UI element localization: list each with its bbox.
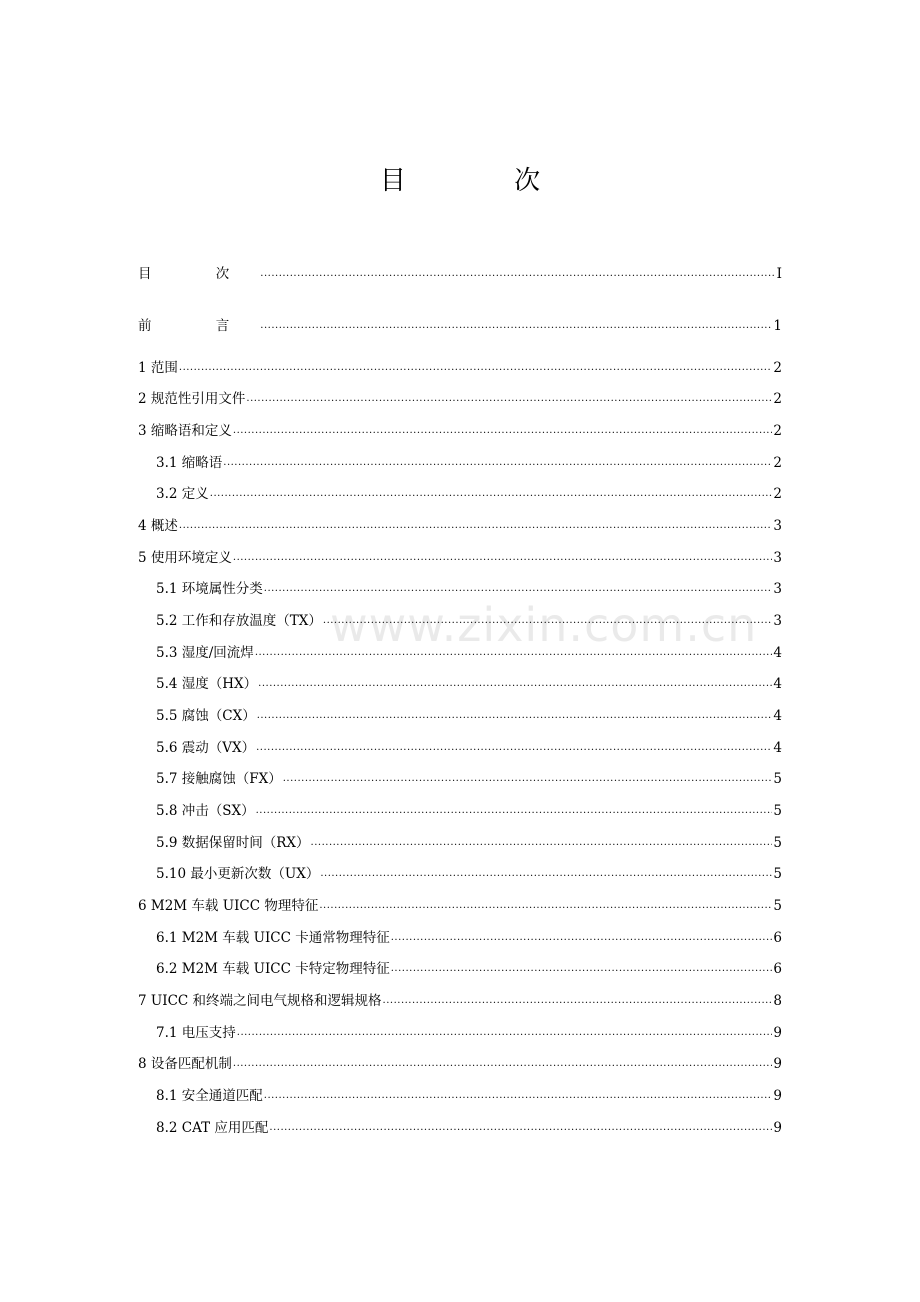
toc-dot-leader — [179, 358, 773, 378]
toc-entry[interactable] — [156, 643, 782, 663]
toc-dot-leader — [258, 674, 772, 694]
toc-entry-label: 5.6 震动（VX） — [156, 740, 256, 756]
toc-entry[interactable] — [138, 316, 782, 336]
toc-entry-label: 8.1 安全通道匹配 — [156, 1088, 263, 1104]
toc-dot-leader — [320, 864, 772, 884]
toc-dot-leader — [233, 421, 773, 441]
toc-entry-page: 3 — [773, 581, 782, 597]
toc-entry[interactable] — [138, 421, 782, 441]
toc-entry-page: 4 — [773, 676, 782, 692]
toc-entry-page: 2 — [773, 486, 782, 502]
toc-dot-leader — [237, 1023, 773, 1043]
toc-entry-page: 4 — [773, 740, 782, 756]
toc-entry[interactable] — [156, 769, 782, 789]
toc-entry-label: 5 使用环境定义 — [138, 550, 232, 566]
toc-entry[interactable] — [156, 864, 782, 884]
toc-entry-label: 4 概述 — [138, 518, 178, 534]
toc-entry-page: 5 — [773, 866, 782, 882]
toc-entry-page: 3 — [773, 550, 782, 566]
toc-entry-label: 7 UICC 和终端之间电气规格和逻辑规格 — [138, 993, 382, 1009]
toc-entry-page: I — [776, 266, 782, 282]
toc-dot-leader — [233, 1054, 773, 1074]
toc-entry[interactable] — [156, 1118, 782, 1138]
toc-entry[interactable] — [156, 484, 782, 504]
toc-entry[interactable] — [156, 833, 782, 853]
toc-dot-leader — [311, 833, 773, 853]
toc-entry-label: 5.4 湿度（HX） — [156, 676, 258, 692]
toc-dot-leader — [391, 959, 773, 979]
toc-entry-label: 3.2 定义 — [156, 486, 209, 502]
toc-entry[interactable] — [156, 611, 782, 631]
toc-entry-page: 5 — [773, 835, 782, 851]
page-title: 目 次 — [379, 166, 591, 196]
toc-entry[interactable] — [156, 801, 782, 821]
toc-entry[interactable] — [138, 516, 782, 536]
toc-entry[interactable] — [156, 453, 782, 473]
toc-dot-leader — [223, 453, 772, 473]
toc-entry-label: 5.1 环境属性分类 — [156, 581, 263, 597]
toc-entry-page: 2 — [773, 360, 782, 376]
toc-entry-label: 7.1 电压支持 — [156, 1025, 236, 1041]
toc-entry-page: 3 — [773, 613, 782, 629]
toc-entry[interactable] — [138, 1054, 782, 1074]
toc-entry[interactable] — [138, 896, 782, 916]
toc-entry-label: 6.1 M2M 车载 UICC 卡通常物理特征 — [156, 930, 390, 946]
toc-entry-page: 2 — [773, 455, 782, 471]
toc-entry-page: 2 — [773, 423, 782, 439]
toc-entry[interactable] — [156, 1023, 782, 1043]
toc-dot-leader — [283, 769, 773, 789]
toc-entry[interactable] — [156, 674, 782, 694]
toc-dot-leader — [256, 801, 773, 821]
toc-dot-leader — [264, 1086, 773, 1106]
toc-entry-label: 5.9 数据保留时间（RX） — [156, 835, 310, 851]
toc-entry[interactable] — [138, 358, 782, 378]
toc-entry[interactable] — [138, 548, 782, 568]
toc-entry-label: 5.10 最小更新次数（UX） — [156, 866, 320, 882]
toc-entry-label: 3.1 缩略语 — [156, 455, 223, 471]
toc-dot-leader — [256, 738, 772, 758]
toc-entry-label: 5.5 腐蚀（CX） — [156, 708, 256, 724]
toc-dot-leader — [319, 896, 772, 916]
toc-dot-leader — [257, 706, 773, 726]
toc-entry-label: 前 言 — [138, 318, 260, 334]
toc-entry[interactable] — [156, 579, 782, 599]
toc-dot-leader — [260, 264, 775, 284]
toc-entry-label: 6 M2M 车载 UICC 物理特征 — [138, 898, 319, 914]
toc-entry-page: 4 — [773, 708, 782, 724]
toc-dot-leader — [269, 1118, 772, 1138]
toc-entry[interactable] — [138, 991, 782, 1011]
toc-entry-page: 9 — [773, 1025, 782, 1041]
toc-dot-leader — [383, 991, 773, 1011]
toc-dot-leader — [246, 389, 772, 409]
toc-entry-page: 9 — [773, 1120, 782, 1136]
toc-entry-page: 5 — [773, 898, 782, 914]
toc-entry-page: 4 — [773, 645, 782, 661]
toc-entry-page: 3 — [773, 518, 782, 534]
toc-entry-label: 8 设备匹配机制 — [138, 1056, 232, 1072]
toc-entry-page: 5 — [773, 771, 782, 787]
watermark: www.zixin.com.cn — [330, 598, 758, 652]
toc-dot-leader — [210, 484, 773, 504]
toc-entry[interactable] — [156, 928, 782, 948]
toc-entry-page: 6 — [773, 961, 782, 977]
toc-dot-leader — [391, 928, 773, 948]
toc-dot-leader — [323, 611, 773, 631]
toc-entry-label: 3 缩略语和定义 — [138, 423, 232, 439]
toc-entry-label: 目 次 — [138, 266, 260, 282]
toc-dot-leader — [233, 548, 773, 568]
toc-dot-leader — [264, 579, 773, 599]
toc-entry-label: 1 范围 — [138, 360, 178, 376]
toc-dot-leader — [255, 643, 773, 663]
toc-entry-label: 5.3 湿度/回流焊 — [156, 645, 254, 661]
toc-entry-page: 6 — [773, 930, 782, 946]
toc-entry-page: 9 — [773, 1056, 782, 1072]
toc-entry[interactable] — [156, 1086, 782, 1106]
toc-entry-label: 2 规范性引用文件 — [138, 391, 246, 407]
toc-entry[interactable] — [138, 264, 782, 284]
toc-entry-page: 8 — [773, 993, 782, 1009]
toc-entry-label: 5.2 工作和存放温度（TX） — [156, 613, 322, 629]
toc-entry[interactable] — [156, 706, 782, 726]
toc-entry-label: 8.2 CAT 应用匹配 — [156, 1120, 269, 1136]
toc-entry[interactable] — [156, 959, 782, 979]
toc-entry-page: 1 — [773, 318, 782, 334]
toc-entry[interactable] — [156, 738, 782, 758]
toc-dot-leader — [179, 516, 773, 536]
toc-entry-label: 5.8 冲击（SX） — [156, 803, 255, 819]
toc-entry[interactable] — [138, 389, 782, 409]
toc-entry-label: 5.7 接触腐蚀（FX） — [156, 771, 282, 787]
toc-entry-label: 6.2 M2M 车载 UICC 卡特定物理特征 — [156, 961, 390, 977]
toc-entry-page: 2 — [773, 391, 782, 407]
toc-dot-leader — [260, 316, 772, 336]
toc-entry-page: 5 — [773, 803, 782, 819]
toc-entry-page: 9 — [773, 1088, 782, 1104]
